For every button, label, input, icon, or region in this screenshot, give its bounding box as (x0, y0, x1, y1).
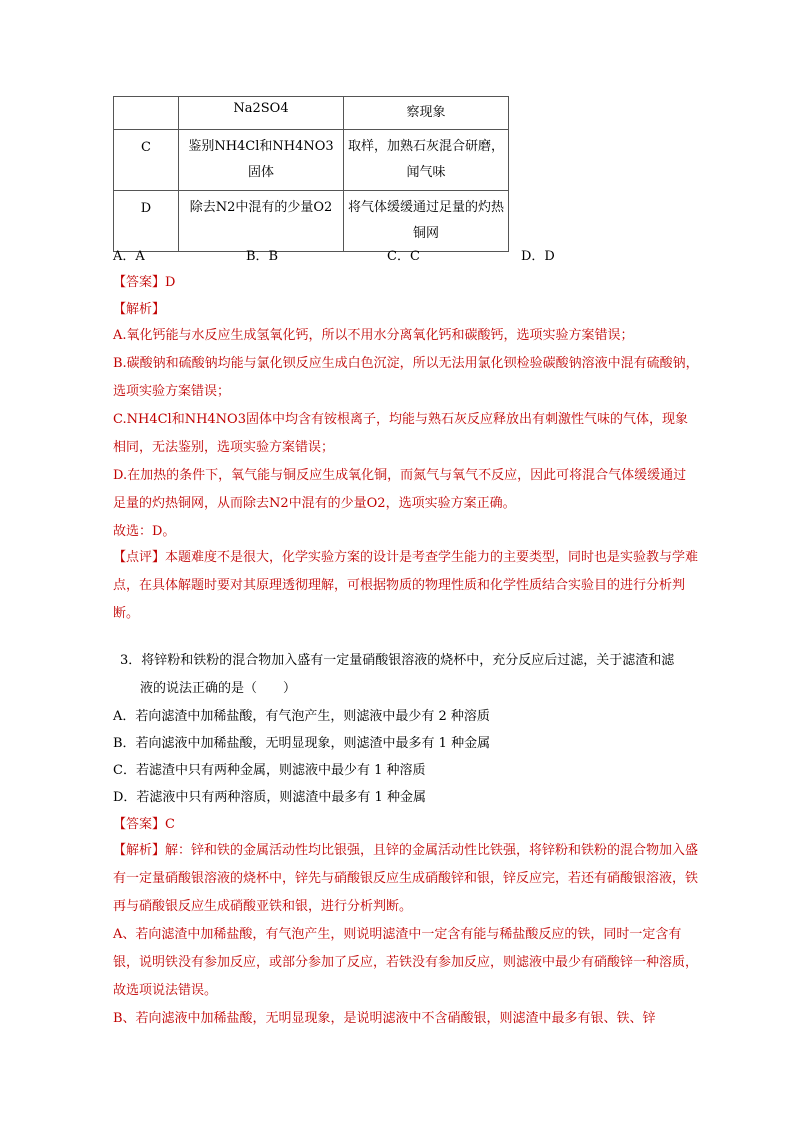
q3-analysis (113, 837, 699, 921)
experiment-table (113, 96, 509, 252)
analysis-tag: 【解析】 (113, 843, 166, 858)
analysis-text: 解：锌和铁的金属活动性均比银强，且锌的金属活动性比铁强，将锌粉和铁粉的混合物加入盛有一定量硝酸银溶液的烧杯中，锌先与硝酸银反应生成硝酸锌和银，锌反应完，若还有硝酸银溶液，铁再与硝酸银反应生成硝酸亚铁和银，进行分析判断。 (113, 843, 699, 914)
q2-analysis-tag: 【解析】 (113, 302, 166, 317)
q3-analysis-b: B、若向滤液中加稀盐酸，无明显现象，是说明滤液中不含硝酸银，则滤渣中最多有银、铁、锌 (113, 1011, 656, 1026)
table-cell-label (114, 97, 179, 130)
table-row (114, 130, 509, 191)
q2-analysis-c: C.NH4Cl和NH4NO3固体中均含有铵根离子，均能与熟石灰反应释放出有刺激性气味的气体，现象相同，无法鉴别，选项实验方案错误； (113, 412, 688, 455)
q3-option-a: A．若向滤渣中加稀盐酸，有气泡产生，则滤液中最少有 2 种溶质 (113, 709, 490, 724)
option-d: D．D (521, 249, 555, 264)
table-cell-method (344, 130, 509, 191)
option-b: B．B (246, 249, 279, 264)
q2-analysis-d: D.在加热的条件下，氧气能与铜反应生成氧化铜，而氮气与氧气不反应，因此可将混合气体缓缓通过足量的灼热铜网，从而除去N2中混有的少量O2，选项实验方案正确。 (113, 468, 687, 511)
table-cell-purpose: Na2SO4 (179, 97, 344, 130)
table-row (114, 191, 509, 252)
q2-comment (113, 544, 699, 628)
option-a: A．A (113, 249, 145, 264)
comment-text: 本题难度不是很大，化学实验方案的设计是考查学生能力的主要类型，同时也是实验教与学难点，在具体解题时要对其原理透彻理解，可根据物质的物理性质和化学性质结合实验目的进行分析判断。 (113, 550, 699, 621)
comment-tag: 【点评】 (113, 550, 166, 565)
q2-options (113, 245, 593, 265)
q2-choose: 故选：D。 (113, 524, 176, 539)
table-cell-purpose (179, 130, 344, 191)
option-c: C．C (387, 249, 420, 264)
q3-option-d: D．若滤液中只有两种溶质，则滤渣中最多有 1 种金属 (113, 790, 426, 805)
q2-answer (113, 273, 175, 293)
table-cell-method: 察现象 (344, 97, 509, 130)
q3-option-b: B．若向滤液中加稀盐酸，无明显现象，则滤渣中最多有 1 种金属 (113, 736, 491, 751)
q3-stem-line1: 3．将锌粉和铁粉的混合物加入盛有一定量硝酸银溶液的烧杯中，充分反应后过滤，关于滤渣和滤 (120, 653, 675, 668)
q3-answer (113, 815, 175, 835)
q2-analysis-b: B.碳酸钠和硫酸钠均能与氯化钡反应生成白色沉淀，所以无法用氯化钡检验碳酸钠溶液中混有硫酸钠，选项实验方案错误； (113, 356, 699, 399)
q3-analysis-a: A、若向滤渣中加稀盐酸，有气泡产生，则说明滤渣中一定含有能与稀盐酸反应的铁，同时一定含有银，说明铁没有参加反应，或部分参加了反应，若铁没有参加反应，则滤液中最少有硝酸锌一种溶质，故选项说法错误。 (113, 927, 699, 998)
answer-tag: 【答案】 (113, 275, 166, 290)
answer-value: D (165, 275, 176, 290)
cell-text: 将气体缓缓通过足量的灼热铜网 (348, 200, 505, 241)
answer-value: C (165, 817, 175, 832)
table-cell-method (344, 191, 509, 252)
cell-text: 取样，加熟石灰混合研磨，闻气味 (348, 139, 505, 180)
answer-tag: 【答案】 (113, 817, 166, 832)
table-row (114, 97, 509, 130)
cell-text: 除去N2中混有的少量O2 (189, 200, 333, 215)
q3-option-c: C．若滤渣中只有两种金属，则滤液中最少有 1 种溶质 (113, 763, 426, 778)
cell-text: 鉴别NH4Cl和NH4NO3固体 (188, 139, 334, 180)
table-cell-label: C (114, 130, 179, 191)
table-cell-purpose (179, 191, 344, 252)
q2-analysis-a: A.氧化钙能与水反应生成氢氧化钙，所以不用水分离氧化钙和碳酸钙，选项实验方案错误； (113, 328, 634, 343)
table-cell-label: D (114, 191, 179, 252)
q3-stem-line2: 液的说法正确的是（ ） (140, 681, 297, 696)
